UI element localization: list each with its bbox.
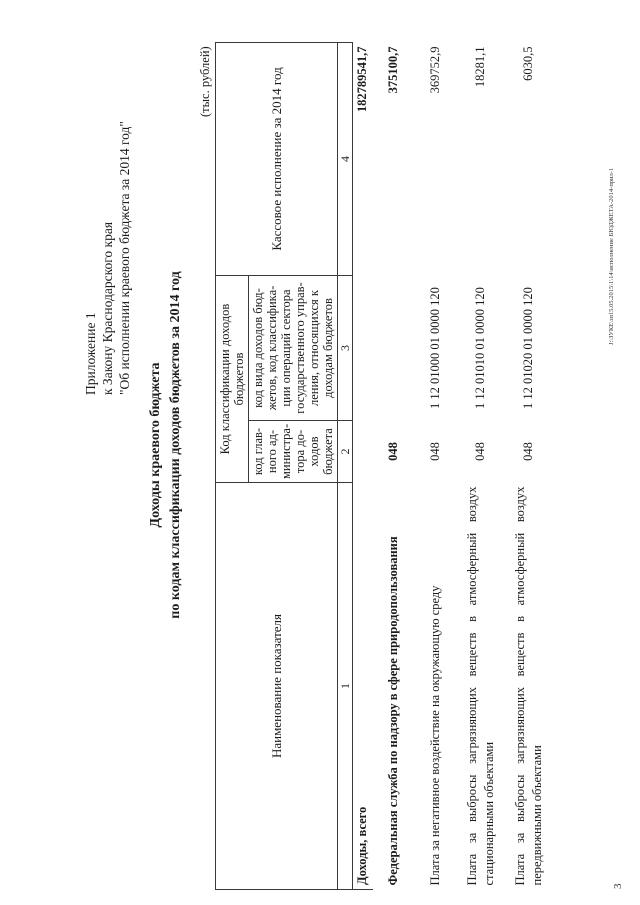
row-amount: 18281,1 <box>473 46 487 88</box>
header-admin-code: код глав- ного ад- министра- тора до- ходов бюджета <box>249 421 338 483</box>
row-name: Плата за негативное воздействие на окружающую среду <box>428 585 442 886</box>
column-number-4: 4 <box>338 42 353 275</box>
table-row <box>505 42 553 889</box>
header-execution: Кассовое исполнение за 2014 год <box>216 42 338 275</box>
row-amount: 369752,9 <box>428 46 442 94</box>
row-amount: 6030,5 <box>521 46 535 81</box>
column-number-2: 2 <box>338 421 353 483</box>
row-revenue-code: 1 12 01000 01 0000 120 <box>428 287 442 409</box>
header-row-1 <box>216 42 249 889</box>
table-row <box>415 42 457 889</box>
table-row <box>457 42 505 889</box>
units-label: (тыс. рублей) <box>198 46 212 117</box>
header-name: Наименование показателя <box>216 483 338 890</box>
row-name: Плата за выбросы загрязняющих веществ в атмосферный воздух передвижными объектами <box>512 486 544 886</box>
column-number-1: 1 <box>338 483 353 890</box>
row-name: Доходы, всего <box>353 483 373 890</box>
revenue-table <box>215 42 553 890</box>
appendix-line-1: Приложение 1 <box>83 312 98 395</box>
appendix-note <box>82 15 133 395</box>
column-number-row <box>338 42 353 889</box>
document-subtitle: по кодам классификации доходов бюджетов за 2014 год <box>168 271 183 619</box>
file-path-footer: J:\ЗУКЕ\зп15.05.2015\1\14\исполнение БЮДЖЕТА-2014-прил-1 <box>608 167 615 345</box>
row-name: Федеральная служба по надзору в сфере природопользования <box>386 536 400 886</box>
row-admin-code: 048 <box>521 442 535 461</box>
row-admin-code <box>353 421 373 483</box>
page-number: 3 <box>612 883 624 889</box>
row-amount: 375100,7 <box>386 46 400 94</box>
header-code-group: Код классификации доходов бюджетов <box>216 275 249 482</box>
row-admin-code: 048 <box>386 442 400 461</box>
table-row <box>373 42 415 889</box>
document-title: Доходы краевого бюджета <box>148 362 163 528</box>
row-amount: 182789541,7 <box>355 46 370 113</box>
header-revenue-code: код вида доходов бюд- жетов, код классифика- ции операций сектора государственного управ- ления, относящихся к доходам бюджетов <box>249 275 338 420</box>
table-row <box>353 42 373 889</box>
row-admin-code: 048 <box>473 442 487 461</box>
row-revenue-code: 1 12 01020 01 0000 120 <box>521 287 535 409</box>
row-revenue-code <box>373 275 415 420</box>
row-name: Плата за выбросы загрязняющих веществ в атмосферный воздух стационарными объектами <box>464 486 496 886</box>
row-revenue-code <box>353 275 373 420</box>
appendix-line-2: к Закону Краснодарского края <box>100 221 115 395</box>
row-admin-code: 048 <box>428 442 442 461</box>
column-number-3: 3 <box>338 275 353 420</box>
row-revenue-code: 1 12 01010 01 0000 120 <box>473 287 487 409</box>
appendix-line-3: "Об исполнении краевого бюджета за 2014 год" <box>117 121 132 395</box>
